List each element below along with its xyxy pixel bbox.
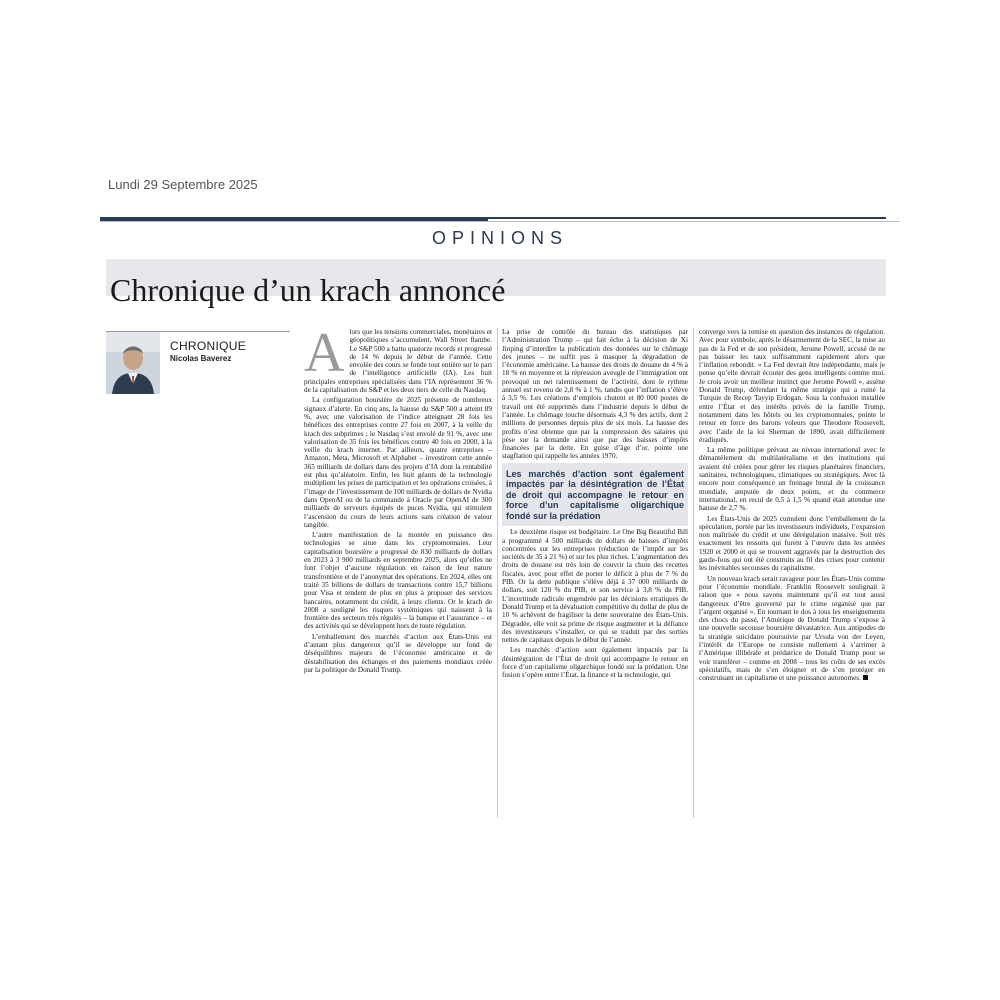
article-column-3 bbox=[699, 328, 885, 684]
article-paragraph: converge vers la remise en question des instances de régulation. Avec pour symbole, après le désarmement de la SEC, la mise au pas de la Fed et de son président, Jerome Powell, accusé de ne pas baisser les taux suffisamment rapidement alors que l’inflation rebondit. « La Fed devrait être indépendante, mais je pense qu’elle devrait écouter des gens intelligents comme moi. Je crois avoir un meilleur instinct que Jerome Powell », assène Donald Trump, défendant la même stratégie qui a ruiné la Turquie de Recep Tayyip Erdogan. Sous la confusion installée entre l’État et des intérêts privés de la famille Trump, notamment dans les hôtels ou les cryptomonnaies, pointe le retour en force des barons voleurs que Theodore Roosevelt, avec l’aide de la loi Sherman de 1890, avait difficilement éradiqués. bbox=[699, 328, 885, 444]
drop-cap: A bbox=[304, 322, 345, 384]
article-paragraph: Les marchés d’action sont également impactés par la désintégration de l’État de droit qui accompagne le retour en force d’un capitalisme oligarchique fondé sur la prédation. Une fusion s’opère entre l’État, la finance et la technologie, qui bbox=[502, 646, 688, 680]
column-rule-2 bbox=[693, 328, 694, 818]
article-column-2 bbox=[502, 328, 688, 682]
author-photo-icon bbox=[106, 332, 160, 394]
article-paragraph: La prise de contrôle du bureau des statistiques par l’Administration Trump – qui fait écho à la décision de Xi Jinping d’interdire la publication des données sur le chômage des jeunes – ne suffit pas à masquer la dégradation de l’économie américaine. La hausse des droits de douane de 4 % à 18 % en moyenne et la répression aveugle de l’immigration ont provoqué un net ralentissement de l’activité, dont le rythme annuel est revenu de 2,8 % à 1 %, tandis que l’inflation s’élève à 3,5 %. Les créations d’emplois chutent et 80 000 postes de travail ont été supprimés dans l’industrie depuis le début de l’année. Le chômage touche désormais 4,3 % des actifs, dont 2 millions de personnes depuis plus de six mois. La hausse des profits n’est obtenue que par la compression des salaires qui pèse sur la demande ainsi que par des baisses d’impôts financées par la dette. En guise d’âge d’or, pointe une stagflation qui rappelle les années 1970. bbox=[502, 328, 688, 461]
article-paragraph: La configuration boursière de 2025 présente de nombreux signaux d’alerte. En cinq ans, la hausse du S&P 500 a atteint 89 %, avec une valorisation de l’indice atteignant 28 fois les bénéfices des entreprises contre 27 fois en 2007, à la veille du krach des subprimes ; le Nasdaq s’est envolé de 91 %, avec une valorisation de 35 fois les bénéfices contre 40 fois en 2000, à la veille du krach internet. Par ailleurs, quatre entreprises – Amazon, Meta, Microsoft et Alphabet – investiront cette année 365 milliards de dollars dans des projets d’IA dont la rentabilité est plus qu’aléatoire. Enfin, les huit géants de la technologie multiplient les prises de participation et les opérations croisées, à l’image de l’investissement de 100 milliards de dollars de Nvidia dans OpenAI ou de la commande à Oracle par OpenAI de 300 milliards de serveurs équipés de puces Nvidia, qui stimulent l’ascension du cours de leurs actions sans création de valeur tangible. bbox=[304, 396, 492, 529]
section-label: OPINIONS bbox=[431, 228, 568, 248]
article-paragraph: Alors que les tensions commerciales, monétaires et géopolitiques s’accumulent, Wall Street flambe. Le S&P 500 a battu quatorze records et progressé de 14 % depuis le début de l’année. Cette envolée des cours se fonde tout entière sur le pari de l’intelligence artificielle (IA). Les huit principales entreprises spécialisées dans l’IA représentent 36 % de la capitalisation du S&P et les deux tiers de celle du Nasdaq. bbox=[304, 322, 492, 395]
column-rule-1 bbox=[497, 328, 498, 818]
pull-quote: Les marchés d’action sont également impactés par la désintégration de l’État de droit qui accompagne le retour en force d’un capitalisme oligarchique fondé sur la prédation bbox=[502, 463, 688, 527]
article-column-1 bbox=[304, 322, 492, 676]
article-paragraph: Un nouveau krach serait ravageur pour les États-Unis comme pour l’économie mondiale. Franklin Roosevelt soulignait à raison que « nous savons maintenant qu’il est tout aussi dangereux d’être gouverné par le crime organisé que par l’argent organisé ». En tournant le dos à tous les enseignements des chocs du passé, l’Amérique de Donald Trump s’expose à une nouvelle secousse boursière dévastatrice. Aux antipodes de la stratégie suicidaire poursuivie par Ursula von der Leyen, l’intérêt de l’Europe ne consiste nullement à s’arrimer à l’Amérique illibérale et prédatrice de Donald Trump pour se voir transférer – comme en 2008 – tous les coûts de ses excès spéculatifs, mais de s’en éloigner et de s’en protéger en construisant un capitalisme et une puissance autonomes. bbox=[699, 574, 885, 683]
article-paragraph: La même politique prévaut au niveau international avec le démantèlement du multilatéralisme et des institutions qui avaient été créées pour gérer les risques planétaires financiers, sanitaires, technologiques, climatiques ou stratégiques. Avec là encore pour conséquence un freinage brutal de la croissance mondiale, amputée de deux points, et du commerce international, en recul de 0,5 à 1,5 % quand était attendue une hausse de 2,7 %. bbox=[699, 446, 885, 513]
header-rule-light bbox=[100, 221, 900, 222]
headline: Chronique d’un krach annoncé bbox=[110, 272, 506, 308]
header-rule-dark-thin bbox=[488, 217, 886, 219]
byline-author: Nicolas Baverez bbox=[170, 354, 232, 363]
author-portrait bbox=[106, 332, 160, 394]
end-of-article-icon bbox=[863, 675, 868, 680]
issue-date: Lundi 29 Septembre 2025 bbox=[108, 177, 258, 192]
article-paragraph: L’autre manifestation de la montée en puissance des technologies se situe dans les cryptomonnaies. Leur capitalisation boursière a progressé de 830 milliards de dollars en 2023 à 3 900 milliards en septembre 2025, alors qu’elles ne font l’objet d’aucune régulation en raison de leur nature transfrontière et de l’anonymat des opérations. En 2024, elles ont traité 35 billions de dollars de transactions contre 15,7 billions pour Visa et tendent de plus en plus à proposer des services bancaires, notamment du crédit, à leurs clients. Or le krach de 2008 a souligné les risques systémiques qui naissent à la frontière des secteurs très régulés – la banque et l’assurance – et des activités qui se développent hors de toute régulation. bbox=[304, 531, 492, 631]
article-paragraph: Les États-Unis de 2025 cumulent donc l’emballement de la spéculation, portée par les investisseurs individuels, l’expansion non maîtrisée du crédit et une dérégulation massive. Soit très exactement les ressorts qui furent à l’œuvre dans les années 1920 et 2000 et qui se trouvent aggravés par la destruction des garde-fous qui ont été construits au fil des crises pour contenir les inévitables secousses du capitalisme. bbox=[699, 514, 885, 573]
byline-kind: CHRONIQUE bbox=[170, 339, 247, 353]
article-paragraph: L’emballement des marchés d’action aux États-Unis est d’autant plus dangereux qu’il se développe sur fond de déséquilibres majeurs de l’économie américaine et de déstabilisation des échanges et des paiements mondiaux créée par la politique de Donald Trump. bbox=[304, 632, 492, 674]
article-paragraph: Le deuxième risque est budgétaire. Le One Big Beautiful Bill a programmé 4 500 milliards de dollars de baisses d’impôts concentrées sur les entreprises (réduction de l’impôt sur les sociétés de 35 à 21 %) et sur les plus riches. L’augmentation des droits de douane est très loin de couvrir la chute des recettes fiscales, avec pour effet de porter le déficit à plus de 7 % du PIB. Or la dette publique s’élève déjà à 37 000 milliards de dollars, soit 120 % du PIB, et son service à 3,8 % du PIB. L’incertitude radicale engendrée par les décisions erratiques de Donald Trump et la dévaluation compétitive du dollar de plus de 10 % achèvent de fragiliser la dette souveraine des États-Unis. Dégradée, elle voit sa prime de risque augmenter et la défiance des investisseurs s’installer, ce qui se traduit par des sorties nettes de capitaux depuis le début de l’année. bbox=[502, 528, 688, 645]
